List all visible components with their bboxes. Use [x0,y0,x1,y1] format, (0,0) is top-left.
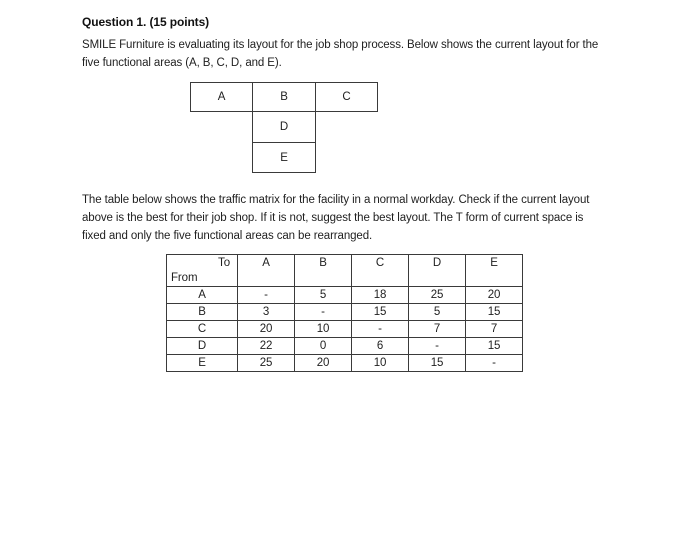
cell-b-b: - [295,304,352,321]
layout-cell-e: E [252,142,316,173]
cell-c-d: 7 [409,321,466,338]
row-header-b: B [167,304,238,321]
cell-e-d: 15 [409,355,466,372]
cell-e-c: 10 [352,355,409,372]
table-row [167,338,523,355]
column-header-c: C [352,255,409,287]
cell-b-e: 15 [466,304,523,321]
intro-paragraph [82,36,598,72]
table-row [167,355,523,372]
table-row [167,321,523,338]
cell-a-d: 25 [409,287,466,304]
cell-c-c: - [352,321,409,338]
table-row [167,304,523,321]
cell-c-a: 20 [238,321,295,338]
from-label: From [171,272,198,284]
column-header-d: D [409,255,466,287]
cell-a-e: 20 [466,287,523,304]
table-row [167,287,523,304]
column-header-a: A [238,255,295,287]
cell-d-d: - [409,338,466,355]
cell-c-b: 10 [295,321,352,338]
instructions-line-3: fixed and only the five functional areas can be rearranged. [82,230,373,242]
cell-e-a: 25 [238,355,295,372]
instructions-paragraph [82,191,589,245]
cell-a-a: - [238,287,295,304]
intro-line-1: SMILE Furniture is evaluating its layout for the job shop process. Below shows the current layout for the [82,39,599,51]
instructions-line-1: The table below shows the traffic matrix for the facility in a normal workday. Check if the current layout [82,194,590,206]
table-header-row [167,255,523,287]
to-label: To [218,257,230,269]
cell-b-d: 5 [409,304,466,321]
layout-cell-d: D [252,111,316,143]
question-title: Question 1. (15 points) [82,15,210,29]
cell-a-b: 5 [295,287,352,304]
row-header-d: D [167,338,238,355]
cell-a-c: 18 [352,287,409,304]
row-header-e: E [167,355,238,372]
cell-e-e: - [466,355,523,372]
cell-d-c: 6 [352,338,409,355]
corner-cell [167,255,238,287]
cell-b-a: 3 [238,304,295,321]
row-header-a: A [167,287,238,304]
traffic-matrix-table [166,254,523,372]
cell-d-e: 15 [466,338,523,355]
cell-c-e: 7 [466,321,523,338]
cell-e-b: 20 [295,355,352,372]
cell-b-c: 15 [352,304,409,321]
cell-d-a: 22 [238,338,295,355]
layout-cell-b: B [252,82,316,112]
intro-line-2: five functional areas (A, B, C, D, and E). [82,57,282,69]
cell-d-b: 0 [295,338,352,355]
column-header-e: E [466,255,523,287]
instructions-line-2: above is the best for their job shop. If it is not, suggest the best layout. The T form of current space is [82,212,584,224]
row-header-c: C [167,321,238,338]
layout-cell-c: C [315,82,378,112]
layout-cell-a: A [190,82,253,112]
column-header-b: B [295,255,352,287]
